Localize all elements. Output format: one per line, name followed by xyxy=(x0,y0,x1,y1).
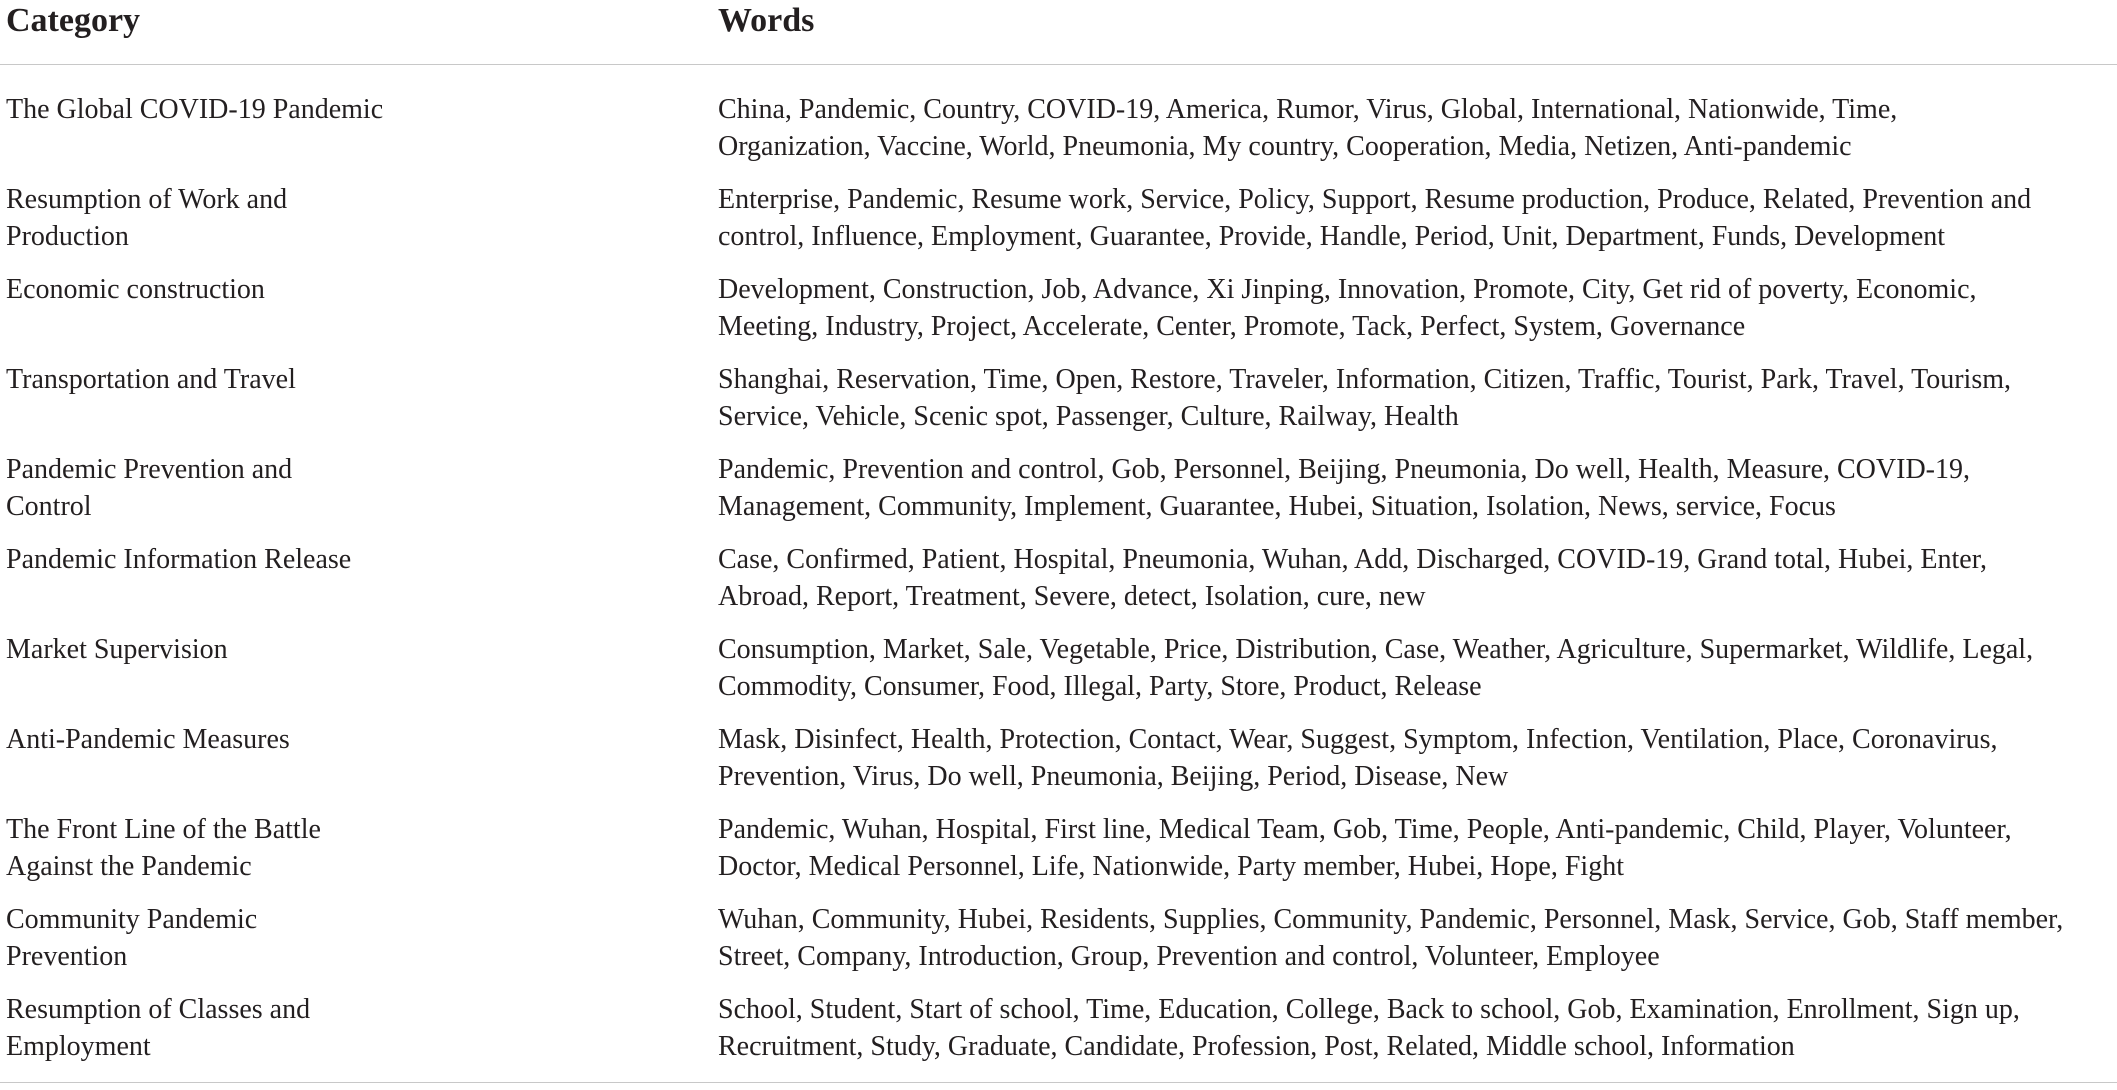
words-cell xyxy=(718,631,2117,705)
table-header xyxy=(0,0,2117,65)
header-category: Category xyxy=(6,2,141,39)
words-cell xyxy=(718,181,2117,255)
words-line: Abroad, Report, Treatment, Severe, detect, Isolation, cure, new xyxy=(718,581,1426,612)
category-cell: Transportation and Travel xyxy=(6,364,296,395)
table-row xyxy=(0,541,2117,631)
words-cell xyxy=(718,541,2117,615)
words-line: Enterprise, Pandemic, Resume work, Service, Policy, Support, Resume production, Produce, Related, Prevention and xyxy=(718,184,2032,215)
words-line: Meeting, Industry, Project, Accelerate, Center, Promote, Tack, Perfect, System, Governance xyxy=(718,311,1746,342)
header-words: Words xyxy=(718,2,815,39)
words-line: Management, Community, Implement, Guarantee, Hubei, Situation, Isolation, News, service, Focus xyxy=(718,491,1836,522)
table-row xyxy=(0,271,2117,361)
words-cell xyxy=(718,91,2117,165)
table-row xyxy=(0,721,2117,811)
words-line: Service, Vehicle, Scenic spot, Passenger, Culture, Railway, Health xyxy=(718,401,1459,432)
category-cell: The Global COVID-19 Pandemic xyxy=(6,94,384,125)
table-row xyxy=(0,361,2117,451)
words-line: Consumption, Market, Sale, Vegetable, Price, Distribution, Case, Weather, Agriculture, Supermarket, Wildlife, Legal, xyxy=(718,634,2034,665)
words-cell xyxy=(718,811,2117,885)
table-row xyxy=(0,181,2117,271)
words-line: Street, Company, Introduction, Group, Prevention and control, Volunteer, Employee xyxy=(718,941,1660,972)
words-line: Recruitment, Study, Graduate, Candidate, Profession, Post, Related, Middle school, Information xyxy=(718,1031,1795,1062)
category-cell: The Front Line of the Battle Against the Pandemic xyxy=(6,814,321,882)
words-line: School, Student, Start of school, Time, Education, College, Back to school, Gob, Examination, Enrollment, Sign up, xyxy=(718,994,2020,1025)
category-cell: Market Supervision xyxy=(6,634,228,665)
words-line: Case, Confirmed, Patient, Hospital, Pneumonia, Wuhan, Add, Discharged, COVID-19, Grand total, Hubei, Enter, xyxy=(718,544,1987,575)
table-row xyxy=(0,901,2117,991)
words-line: China, Pandemic, Country, COVID-19, America, Rumor, Virus, Global, International, Nationwide, Time, xyxy=(718,94,1898,125)
words-cell xyxy=(718,451,2117,525)
category-cell: Community Pandemic Prevention xyxy=(6,904,258,972)
words-cell xyxy=(718,991,2117,1065)
words-cell xyxy=(718,361,2117,435)
words-line: Prevention, Virus, Do well, Pneumonia, Beijing, Period, Disease, New xyxy=(718,761,1509,792)
words-line: Commodity, Consumer, Food, Illegal, Party, Store, Product, Release xyxy=(718,671,1482,702)
words-cell xyxy=(718,901,2117,975)
table-body xyxy=(0,65,2117,1081)
table-row xyxy=(0,991,2117,1081)
words-cell xyxy=(718,721,2117,795)
words-line: control, Influence, Employment, Guarantee, Provide, Handle, Period, Unit, Department, Funds, Development xyxy=(718,221,1946,252)
words-line: Organization, Vaccine, World, Pneumonia, My country, Cooperation, Media, Netizen, Anti-pandemic xyxy=(718,131,1852,162)
words-line: Development, Construction, Job, Advance, Xi Jinping, Innovation, Promote, City, Get rid of poverty, Economic, xyxy=(718,274,1977,305)
words-line: Shanghai, Reservation, Time, Open, Restore, Traveler, Information, Citizen, Traffic, Tourist, Park, Travel, Tourism, xyxy=(718,364,2011,395)
words-line: Doctor, Medical Personnel, Life, Nationwide, Party member, Hubei, Hope, Fight xyxy=(718,851,1624,882)
category-cell: Pandemic Prevention and Control xyxy=(6,454,293,522)
words-line: Pandemic, Wuhan, Hospital, First line, Medical Team, Gob, Time, People, Anti-pandemic, Child, Player, Volunteer, xyxy=(718,814,2012,845)
table-row xyxy=(0,811,2117,901)
table-row xyxy=(0,451,2117,541)
words-line: Mask, Disinfect, Health, Protection, Contact, Wear, Suggest, Symptom, Infection, Ventilation, Place, Coronavirus, xyxy=(718,724,1998,755)
category-cell: Pandemic Information Release xyxy=(6,544,352,575)
words-cell xyxy=(718,271,2117,345)
table-row xyxy=(0,631,2117,721)
table-row xyxy=(0,91,2117,181)
category-cell: Resumption of Work and Production xyxy=(6,184,288,252)
words-line: Wuhan, Community, Hubei, Residents, Supplies, Community, Pandemic, Personnel, Mask, Service, Gob, Staff member, xyxy=(718,904,2064,935)
bottom-rule xyxy=(0,1082,2117,1083)
words-line: Pandemic, Prevention and control, Gob, Personnel, Beijing, Pneumonia, Do well, Health, Measure, COVID-19, xyxy=(718,454,1970,485)
category-cell: Anti-Pandemic Measures xyxy=(6,724,290,755)
category-cell: Economic construction xyxy=(6,274,265,305)
category-cell: Resumption of Classes and Employment xyxy=(6,994,311,1062)
